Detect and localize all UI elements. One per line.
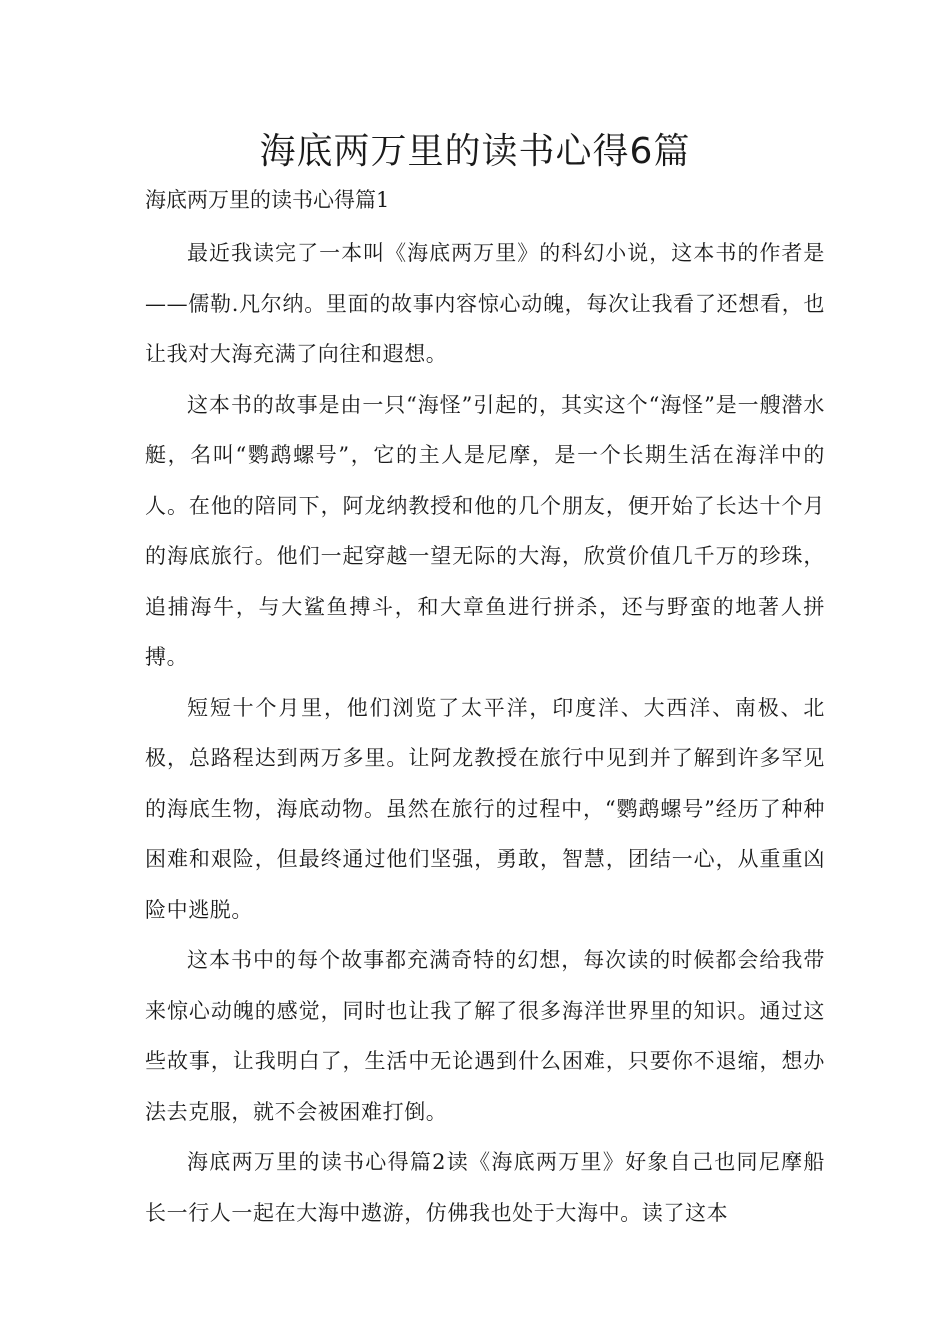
paragraph: 这本书中的每个故事都充满奇特的幻想，每次读的时候都会给我带来惊心动魄的感觉，同时也让我了解了很多海洋世界里的知识。通过这些故事，让我明白了，生活中无论遇到什么困难，只要你不退缩，想办法去克服，就不会被困难打倒。 [145,948,825,1124]
paragraph: 短短十个月里，他们浏览了太平洋，印度洋、大西洋、南极、北极，总路程达到两万多里。让阿龙教授在旅行中见到并了解到许多罕见的海底生物，海底动物。虽然在旅行的过程中，“鹦鹉螺号”经历了种种困难和艰险，但最终通过他们坚强，勇敢，智慧，团结一心，从重重凶险中逃脱。 [145,695,825,922]
document-title: 海底两万里的读书心得6篇 [259,131,691,172]
paragraph: 这本书的故事是由一只“海怪”引起的，其实这个“海怪”是一艘潜水艇，名叫“鹦鹉螺号”，它的主人是尼摩，是一个长期生活在海洋中的人。在他的陪同下，阿龙纳教授和他的几个朋友，便开始了长达十个月的海底旅行。他们一起穿越一望无际的大海，欣赏价值几千万的珍珠，追捕海牛，与大鲨鱼搏斗，和大章鱼进行拼杀，还与野蛮的地著人拼搏。 [145,392,825,669]
paragraph: 最近我读完了一本叫《海底两万里》的科幻小说，这本书的作者是——儒勒.凡尔纳。里面的故事内容惊心动魄，每次让我看了还想看，也让我对大海充满了向往和遐想。 [145,241,825,366]
paragraph: 海底两万里的读书心得篇2读《海底两万里》好象自己也同尼摩船长一行人一起在大海中遨游，仿佛我也处于大海中。读了这本 [145,1150,825,1225]
document-body [145,228,825,1238]
section-heading: 海底两万里的读书心得篇1 [145,188,390,212]
